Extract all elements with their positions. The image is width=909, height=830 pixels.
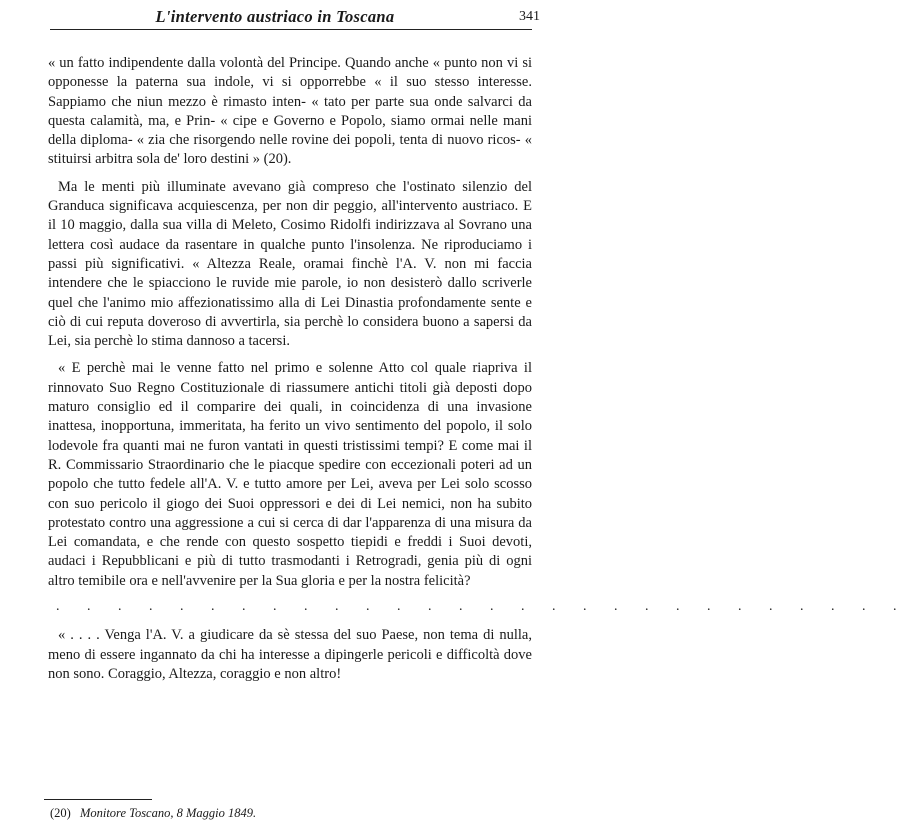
paragraph-4: « . . . . Venga l'A. V. a giudicare da sè stessa del suo Paese, non tema di nulla, meno di essere ingannato da chi ha interesse a dipingerle pericoli e difficoltà dove non sono. Coraggio, Altezza, coraggio e non altro! [48, 627, 532, 682]
footnote-source: Monitore Toscano, 8 Maggio 1849. [79, 806, 257, 820]
paragraph-1: « un fatto indipendente dalla volontà del Principe. Quando anche « punto non vi si opponesse la paterna sua indole, vi si opporrebbe « il suo stesso interesse. Sappiamo che niun mezzo è rimasto inten- « tato per parte sua onde salvarci da questa calamità, ma, e Prin- « cipe e Governo e Popolo, siamo ormai nelle mani della diploma- « zia che risorgendo nelle rovine dei popoli, tenta di nuovo ricos- « stituirsi arbitra sola de' loro destini » (20). [48, 55, 532, 168]
page-header [0, 6, 550, 28]
paragraph-2: Ma le menti più illuminate avevano già compreso che l'ostinato silenzio del Granduca significava acquiescenza, per non dir peggio, all'intervento austriaco. E il 10 maggio, dalla sua villa di Meleto, Cosimo Ridolfi indirizzava al Sovrano una lettera così audace da rasentare in qualche punto l'insolenza. Ne riproduciamo i passi più significativi. « Altezza Reale, oramai finchè l'A. V. non mi faccia intendere che le spiacciono le ruvide mie parole, io non desisterò dallo scriverle quel che l'animo mio affezionatissimo alla di Lei Dinastia profondamente sente e ciò di cui reputa doveroso di avvertirla, sia perchè lo considera buono a sapersi da Lei, sia perchè lo stima dannoso a tacersi. [48, 178, 532, 350]
footnote [50, 806, 256, 821]
header-rule [50, 29, 532, 30]
paragraph-3: « E perchè mai le venne fatto nel primo e solenne Atto col quale riapriva il rinnovato Suo Regno Costituzionale di riassumere antichi titoli già deposti dopo maturo consiglio ed il comparire dei quali, in coincidenza di una invasione inattesa, inopportuna, immeritata, ha ferito un vivo sentimento del popolo, il solo lodevole fra quanti mai ne furon vantati in questi tristissimi tempi? E come mai il R. Commissario Straordinario che le piacque spedire con eccezionali poteri ad un popolo che tutto fedele all'A. V. e tutto amore per Lei, aveva per Lei solo scosso con suo pericolo il giogo dei Suoi oppressori e dei di Lei nemici, non ha subito protestato contro una aggressione a cui si cerca di dar l'apparenza di una misura da Lei comandata, e che rende con questo sospetto tiepidi e freddi i Suoi devoti, audaci i Repubblicani e più di tutto trasmodanti i Retrogradi, genia più di ogni altro temibile ora e nell'avvenire per la Sua gloria e per la nostra felicità? [48, 360, 532, 589]
ellipsis-line: . . . . . . . . . . . . . . . . . . . . . . . . . . . . [56, 599, 909, 615]
body-text [48, 54, 909, 684]
page-number: 341 [519, 9, 540, 24]
running-title: L'intervento austriaco in Toscana [155, 7, 395, 26]
footnote-number: (20) [50, 806, 71, 820]
footnote-rule [44, 799, 152, 800]
